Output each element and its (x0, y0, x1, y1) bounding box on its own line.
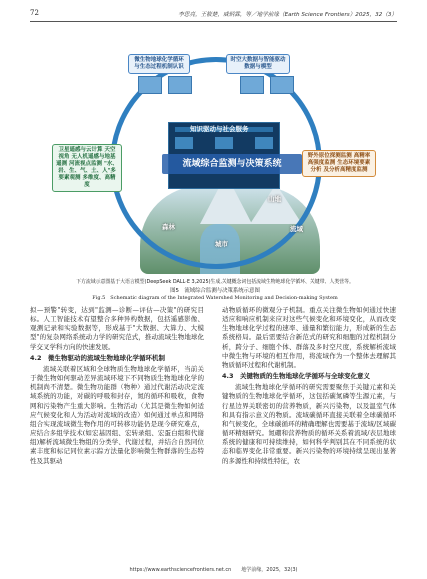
center-banner: 流域综合监测与决策系统 (162, 154, 302, 174)
running-head: 李思亮，王筱楚，威炳霖，等／地学前缘（Earth Science Frontiers）2025，32（3） (178, 12, 397, 18)
figure-5 (50, 24, 380, 274)
dashboard-tile (215, 137, 233, 149)
box-top-left: 微生物地球化学循环与生态过程机制认识 (128, 54, 190, 74)
label-forest: 森林 (162, 223, 175, 231)
paragraph: 动物质循环的微观分子机制。重点关注微生物如何通过快速适应和响应机制来应对这些气候变化和环境变化，从而改变生物地球化学过程的速率、通量和繁衍能力，形成新的生态系统格局。最后需要结合新范式的研究和细胞的过程机制分析，跨分子、细胞个体、群落及多时空尺度，系统解析流域中微生物与环境的相互作用，将流域作为一个整体去理解其物质循环过程和代谢机制。 (222, 306, 396, 369)
microbe-image-icon (168, 76, 192, 94)
page-footer: https://www.earthsciencefrontiers.net.cn 地学前缘，2025，32(3) (129, 567, 298, 573)
microbe-image-icon (138, 76, 162, 94)
box-right: 野外原位探测监测 高精率高强度监测 生态环境要素分析 及分析高精度监测 (302, 150, 376, 177)
label-river: 流域 (290, 225, 303, 233)
dashboard-tile (175, 137, 193, 149)
paragraph: 流域关联着区域和全球物质生物地球化学循环，当前关于微生物如何驱动差异流域环境下不同物质生物地球化学的机制尚不清楚。微生物功能群（物种）通过代谢活动决定流域系统的功能，对碳的呼吸和封存，氮的循环和吸收，食物网和污染物产生重大影响。生物活动（尤其是微生物如何适应气候变化和人为活动对流域的改造）如何通过单点和网络组合实现流域微生物作用的可转移功能仍是现今研究难点，应结合多组学技术(如宏基因组、宏转录组、宏蛋白组和代谢组)解析流域微生物组的分类学、代谢过程，并结合自然同位素丰度和标记同位素示踪方法量化影响微生物群落的生态特性及其驱动 (30, 364, 204, 465)
dashboard-tile (255, 137, 273, 149)
page-number: 72 (30, 9, 39, 17)
left-column (30, 306, 204, 466)
data-chart-icon (240, 76, 264, 94)
label-city: 城市 (215, 240, 228, 248)
page-header (30, 8, 397, 20)
paragraph: 流域生物地球化学循环的研究需要聚焦于关键元素和关键物质的生物地球化学循环，这包括碳氮磷等生源元素，与行星边界关联密切的营养物质，新兴污染物，以及温室气体和具有指示意义的物质。流域碳循环直接关联着全球碳循环和气候变化，全球碳循环的精确理解也需要基于流域/区域碳循环精细研究。氮硼和营养物质的循环关系着流域/表层地球系统的健康和可持续维持，如何科学判别其在不同系统的状态和临界变化非常重要。新兴污染物的环境持续呈现出显著的多源性和持续性特征，农 (222, 383, 396, 465)
box-left: 卫星遥感与云计算 天空视角 无人机遥感与地基遥测 河流视点监测 "水、岩、生、气、土、人"多要素观测 多维度、高精度 (52, 144, 122, 192)
figure-note: 下方流域示意图基于大语言模型(DeepSeek DALL·E 3,2025)生成,关键概念词包括流域生物地球化学循环、关键带、人类营等。 (76, 279, 354, 285)
header-rule (30, 21, 397, 22)
figure-title-cn: 图5 流域综合监测与决策系统示意图 (170, 288, 260, 294)
box-top-right: 时空大数据与智能驱动数据与模型 (226, 54, 290, 74)
data-chart-icon (270, 76, 294, 94)
right-column (222, 306, 396, 466)
figure-title-en: Fig.5 Schematic diagram of the Integrated Watershed Monitoring and Decision-making System (92, 295, 338, 301)
paragraph: 拟—预警"转变，达到"监测—诊断—评估—决策"的研究目标。人工智能技术有望整合多种异构数据，包括遥感影像、观测记录和实验数据等，形成基于"大数据、大算力、大模型"的复杂网络系统动力学的研究范式，推动流域生物地球化学交叉学科方向的快速发展。 (30, 306, 204, 351)
section-heading: 4.2 微生物驱动的流域生物地球化学循环机制 (30, 353, 166, 362)
section-heading: 4.3 关键物质的生物地球化学循环与全球变化意义 (222, 372, 371, 381)
label-mountain: 山地 (268, 195, 281, 203)
center-top-label: 知识驱动与社会服务 (190, 125, 249, 133)
